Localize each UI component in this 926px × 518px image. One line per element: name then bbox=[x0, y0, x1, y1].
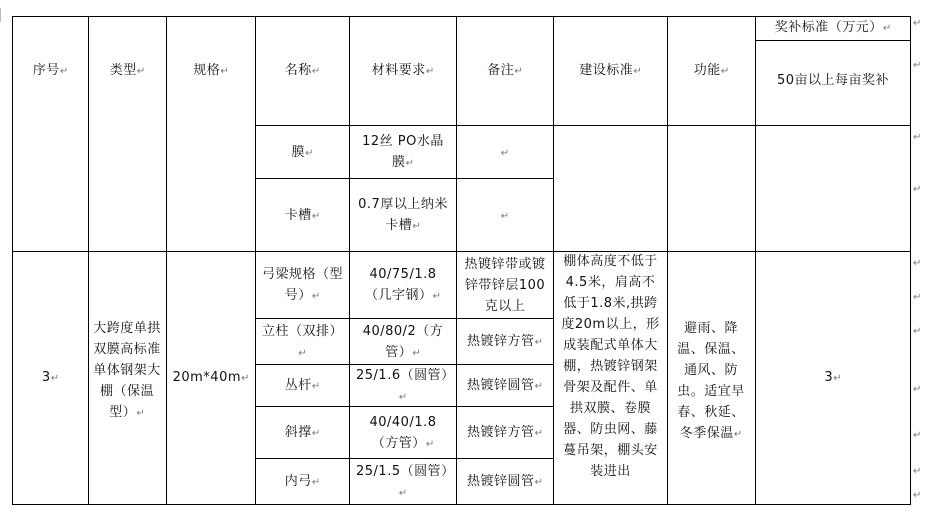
part-material: 40/75/1.8（几字钢）↵ bbox=[365, 267, 441, 303]
header-subsidy-title: 奖补标准（万元）↵ bbox=[774, 20, 892, 35]
table-col-3 bbox=[255, 16, 256, 505]
main-spec: 20m*40m↵ bbox=[172, 370, 250, 385]
part-remark: 热镀锌带或镀锌带锌层100克以上 bbox=[464, 256, 546, 314]
header-material: 材料要求↵ bbox=[371, 63, 435, 78]
table-col-9 bbox=[910, 16, 911, 505]
main-function: 避雨、降温、保温、通风、防虫。适宜早春、秋延、冬季保温↵ bbox=[677, 321, 745, 441]
part-remark: 热镀锌圆管↵ bbox=[467, 474, 543, 489]
table-rule-header-bottom bbox=[255, 125, 910, 126]
paragraph-mark: ↵ bbox=[432, 291, 441, 302]
table-col-2 bbox=[166, 16, 167, 505]
table-rule-subsidy bbox=[755, 40, 910, 41]
paragraph-mark: ↵ bbox=[425, 438, 435, 450]
paragraph-mark: ↵ bbox=[311, 428, 321, 439]
row-end-mark: ↵ bbox=[913, 292, 922, 303]
header-remark: 备注↵ bbox=[487, 63, 523, 78]
table-col-5 bbox=[456, 16, 457, 505]
part-material: 40/40/1.8（方管）↵ bbox=[369, 414, 437, 451]
pre-row-name: 膜↵ bbox=[291, 145, 314, 160]
part-name: 丛杆↵ bbox=[284, 378, 321, 393]
header-standard: 建设标准↵ bbox=[579, 63, 642, 78]
part-name: 立柱（双排）↵ bbox=[261, 323, 343, 359]
paragraph-mark: ↵ bbox=[500, 148, 510, 159]
table-rule-part-1 bbox=[255, 318, 553, 319]
table-col-1 bbox=[88, 16, 89, 505]
paragraph-mark: ↵ bbox=[405, 158, 414, 169]
row-end-mark: ↵ bbox=[913, 430, 922, 441]
main-type: 大跨度单拱双膜高标准单体钢架大棚（保温型）↵ bbox=[93, 321, 161, 420]
part-material: 25/1.6（圆管）↵ bbox=[356, 367, 455, 403]
table-col-7 bbox=[667, 16, 668, 505]
pre-row-name: 卡槽↵ bbox=[284, 208, 321, 223]
paragraph-mark: ↵ bbox=[311, 477, 321, 488]
paragraph-mark: ↵ bbox=[305, 148, 314, 159]
row-end-mark: ↵ bbox=[913, 60, 922, 71]
header-spec: 规格↵ bbox=[193, 63, 229, 78]
pre-row-remark bbox=[457, 142, 553, 164]
table-rule-header-block bbox=[12, 251, 910, 252]
pre-row-material: 12丝 PO水晶膜↵ bbox=[362, 134, 444, 170]
row-end-mark: ↵ bbox=[913, 18, 922, 29]
header-name: 名称↵ bbox=[284, 63, 321, 78]
row-end-mark: ↵ bbox=[913, 258, 922, 269]
row-end-mark: ↵ bbox=[913, 490, 922, 501]
row-end-mark: ↵ bbox=[913, 384, 922, 395]
paragraph-mark: ↵ bbox=[534, 477, 543, 488]
part-remark: 热镀锌方管↵ bbox=[467, 334, 543, 349]
table-rule-bottom bbox=[12, 504, 910, 505]
part-name: 内弓↵ bbox=[284, 474, 321, 489]
part-material: 40/80/2（方管）↵ bbox=[362, 323, 444, 360]
part-material: 25/1.5（圆管）↵ bbox=[356, 463, 455, 499]
part-remark: 热镀锌圆管↵ bbox=[467, 378, 543, 393]
pre-row-remark bbox=[457, 205, 553, 227]
paragraph-mark: ↵ bbox=[311, 211, 321, 222]
header-function: 功能↵ bbox=[693, 63, 730, 78]
paragraph-mark: ↵ bbox=[398, 391, 408, 403]
row-end-mark: ↵ bbox=[913, 326, 922, 337]
paragraph-mark: ↵ bbox=[398, 487, 408, 499]
row-end-mark: ↵ bbox=[913, 132, 922, 143]
paragraph-mark: ↵ bbox=[311, 291, 321, 302]
pre-row-material: 0.7厚以上纳米卡槽↵ bbox=[358, 197, 448, 233]
paragraph-mark: ↵ bbox=[534, 428, 543, 439]
part-name: 弓梁规格（型号）↵ bbox=[261, 267, 343, 303]
header-type: 类型↵ bbox=[109, 63, 146, 78]
paragraph-mark: ↵ bbox=[534, 337, 543, 348]
paragraph-mark: ↵ bbox=[412, 221, 421, 232]
main-no: 3↵ bbox=[41, 370, 60, 385]
paragraph-mark: ↵ bbox=[500, 211, 510, 222]
row-end-mark: ↵ bbox=[913, 466, 922, 477]
header-subsidy-sub: 50亩以上每亩奖补 bbox=[776, 73, 890, 88]
paragraph-mark: ↵ bbox=[298, 347, 307, 359]
table-rule-part-4 bbox=[255, 458, 553, 459]
table-col-4 bbox=[349, 16, 350, 505]
main-standard: 棚体高度不低于4.5米，肩高不低于1.8米,拱跨度20m以上，形成装配式单体大棚，热镀锌钢架骨架及配件、单拱双膜、卷膜器、防虫网、藤蔓吊架，棚头安装进出 bbox=[561, 254, 660, 479]
paragraph-mark: ↵ bbox=[412, 347, 421, 359]
header-no: 序号↵ bbox=[32, 63, 69, 78]
row-end-mark: ↵ bbox=[913, 184, 922, 195]
paragraph-mark: ↵ bbox=[311, 381, 321, 392]
table-rule-film bbox=[255, 178, 553, 179]
table-col-6 bbox=[553, 16, 554, 505]
part-name: 斜撑↵ bbox=[284, 425, 321, 440]
table-col-0 bbox=[12, 16, 13, 505]
main-subsidy: 3↵ bbox=[824, 370, 842, 385]
part-remark: 热镀锌方管↵ bbox=[467, 425, 543, 440]
paragraph-mark: ↵ bbox=[534, 381, 543, 392]
